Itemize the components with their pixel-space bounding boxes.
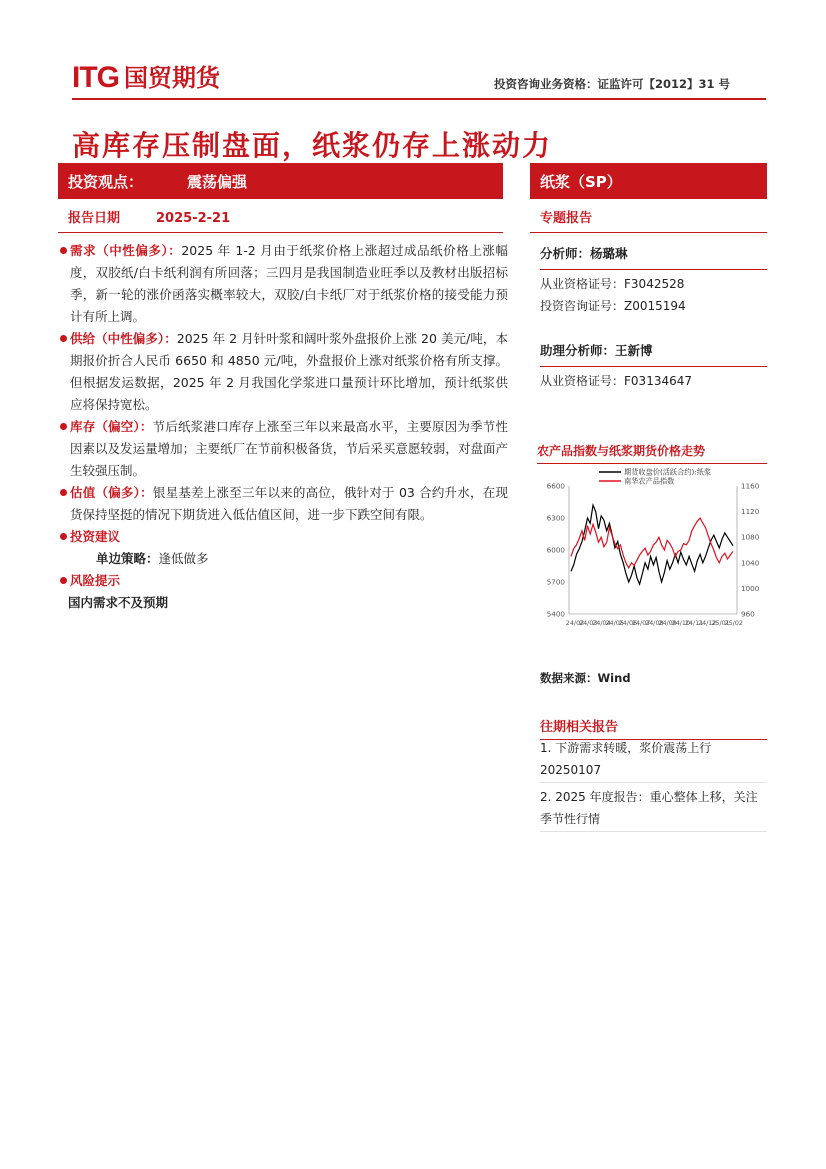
chart-title: 农产品指数与纸浆期货价格走势 xyxy=(537,442,767,464)
point-key: 估值（偏多）： xyxy=(70,485,153,500)
strategy-label: 单边策略： xyxy=(96,551,159,566)
right-tick-label: 1000 xyxy=(741,583,760,593)
x-tick-label: 24/11 xyxy=(684,619,704,627)
left-tick-label: 6300 xyxy=(546,513,565,523)
report-type: 专题报告 xyxy=(530,207,767,233)
point-inventory xyxy=(58,416,508,482)
x-tick-label: 24/04 xyxy=(592,619,611,627)
logo-chinese-name: 国贸期货 xyxy=(124,64,220,92)
bullet-dot-icon xyxy=(60,247,67,254)
x-tick-label: 24/03 xyxy=(579,619,598,627)
right-tick-label: 960 xyxy=(741,609,755,619)
view-label: 投资观点： xyxy=(68,172,144,191)
point-demand xyxy=(58,240,508,328)
strategy-value: 逢低做多 xyxy=(158,551,209,566)
strategy-line xyxy=(58,548,508,570)
assistant-line xyxy=(540,340,767,367)
left-axis-ticks xyxy=(547,482,566,619)
bullet-dot-icon xyxy=(60,335,67,342)
point-key: 供给（中性偏多）： xyxy=(70,331,177,346)
analyst-name: 杨璐琳 xyxy=(590,246,628,261)
assistant-name: 王新博 xyxy=(615,343,653,358)
x-tick-label: 24/08 xyxy=(645,619,664,627)
report-title: 高库存压制盘面，纸浆仍存上涨动力 xyxy=(72,129,553,162)
analyst-block xyxy=(540,243,767,317)
left-tick-label: 5700 xyxy=(546,577,565,587)
risk-text: 国内需求不及预期 xyxy=(68,595,169,610)
point-valuation xyxy=(58,482,508,526)
assistant-cert-label: 从业资格证号： xyxy=(540,374,625,388)
x-tick-label: 24/10 xyxy=(671,619,691,627)
point-text: 2025 年 1-2 月由于纸浆价格上涨超过成品纸价格上涨幅度，双胶纸/白卡纸利润有所回落；三四月是我国制造业旺季以及教材出版招标季，新一轮的涨价函落实概率较大，双胶/白卡纸厂对于纸浆价格的接受能力预计有所上调。 xyxy=(70,243,508,324)
legend-label-agri: 南华农产品指数 xyxy=(624,476,675,486)
analyst-cert2 xyxy=(540,295,767,317)
investment-view-bar xyxy=(58,163,503,199)
analyst-label: 分析师： xyxy=(540,246,591,261)
x-tick-label: 24/07 xyxy=(631,619,651,627)
right-tick-label: 1120 xyxy=(741,507,760,517)
left-tick-label: 6600 xyxy=(546,481,565,491)
logo-itg: ITG xyxy=(72,61,119,94)
related-reports-title: 往期相关报告 xyxy=(540,716,767,740)
point-text: 2025 年 2 月针叶浆和阔叶浆外盘报价上涨 20 美元/吨，本期报价折合人民币 6650 和 4850 元/吨，外盘报价上涨对纸浆价格有所支撑。但根据发运数据，2025 年 2 月我国化学浆进口量预计环比增加，预计纸浆供应将保持宽松。 xyxy=(70,331,508,412)
legend-label-pulp: 期货收盘价(活跃合约):纸浆 xyxy=(624,467,712,477)
risk-heading xyxy=(58,570,508,592)
assistant-cert xyxy=(540,370,767,392)
chart-legend xyxy=(599,468,711,486)
analyst-line xyxy=(540,243,767,270)
cert1-label: 从业资格证号： xyxy=(540,277,625,291)
related-report-item[interactable]: 2. 2025 年度报告：重心整体上移，关注季节性行情 xyxy=(540,786,767,832)
bullet-dot-icon xyxy=(60,423,67,430)
x-tick-label: 25/02 xyxy=(724,619,743,627)
point-supply xyxy=(58,328,508,416)
x-tick-label: 25/01 xyxy=(711,619,730,627)
related-report-item[interactable]: 1. 下游需求转暖，浆价震荡上行 20250107 xyxy=(540,737,767,783)
left-tick-label: 5400 xyxy=(546,609,565,619)
x-tick-label: 24/05 xyxy=(605,619,624,627)
bullet-dot-icon xyxy=(60,577,67,584)
x-tick-label: 24/06 xyxy=(618,619,638,627)
analyst-cert1 xyxy=(540,273,767,295)
point-key: 库存（偏空）： xyxy=(70,419,153,434)
x-tick-label: 24/09 xyxy=(658,619,677,627)
cert2-label: 投资咨询证号： xyxy=(540,299,625,313)
license-info: 投资咨询业务资格：证监许可【2012】31 号 xyxy=(493,77,730,91)
assistant-block xyxy=(540,340,767,392)
assistant-cert-value: F03134647 xyxy=(624,374,692,388)
view-value: 震荡偏强 xyxy=(187,172,248,191)
point-text: 银星基差上涨至三年以来的高位，俄针对于 03 合约升水，在现货保持坚挺的情况下期货进入低估值区间，进一步下跌空间有限。 xyxy=(70,485,508,522)
point-text: 节后纸浆港口库存上涨至三年以来最高水平，主要原因为季节性因素以及发运量增加；主要纸厂在节前积极备货，节后采买意愿较弱，对盘面产生较强压制。 xyxy=(70,419,508,478)
x-tick-label: 24/02 xyxy=(565,619,585,627)
product-bar: 纸浆（SP） xyxy=(530,163,767,199)
series-line-pulp-futures xyxy=(571,505,733,584)
company-logo xyxy=(72,62,220,94)
point-key: 需求（中性偏多）： xyxy=(70,243,182,258)
price-trend-chart xyxy=(533,462,769,638)
right-tick-label: 1160 xyxy=(741,481,760,491)
header-rule xyxy=(72,98,766,100)
assistant-label: 助理分析师： xyxy=(540,343,616,358)
advice-title: 投资建议 xyxy=(70,529,121,544)
right-tick-label: 1080 xyxy=(741,532,760,542)
left-tick-label: 6000 xyxy=(546,545,565,555)
cert2-value: Z0015194 xyxy=(624,299,686,313)
bullet-dot-icon xyxy=(60,489,67,496)
advice-heading xyxy=(58,526,508,548)
cert1-value: F3042528 xyxy=(624,277,685,291)
x-axis-ticks xyxy=(566,619,743,627)
risk-title: 风险提示 xyxy=(70,573,121,588)
report-date-label: 报告日期 xyxy=(68,211,121,226)
right-axis-ticks xyxy=(741,482,760,619)
analysis-column xyxy=(58,240,508,614)
data-source: 数据来源：Wind xyxy=(540,671,631,685)
report-date-line xyxy=(58,207,503,233)
bullet-dot-icon xyxy=(60,533,67,540)
right-tick-label: 1040 xyxy=(741,558,760,568)
related-reports-list xyxy=(540,737,767,835)
x-tick-label: 24/12 xyxy=(698,619,717,627)
report-date-value: 2025-2-21 xyxy=(156,211,231,226)
